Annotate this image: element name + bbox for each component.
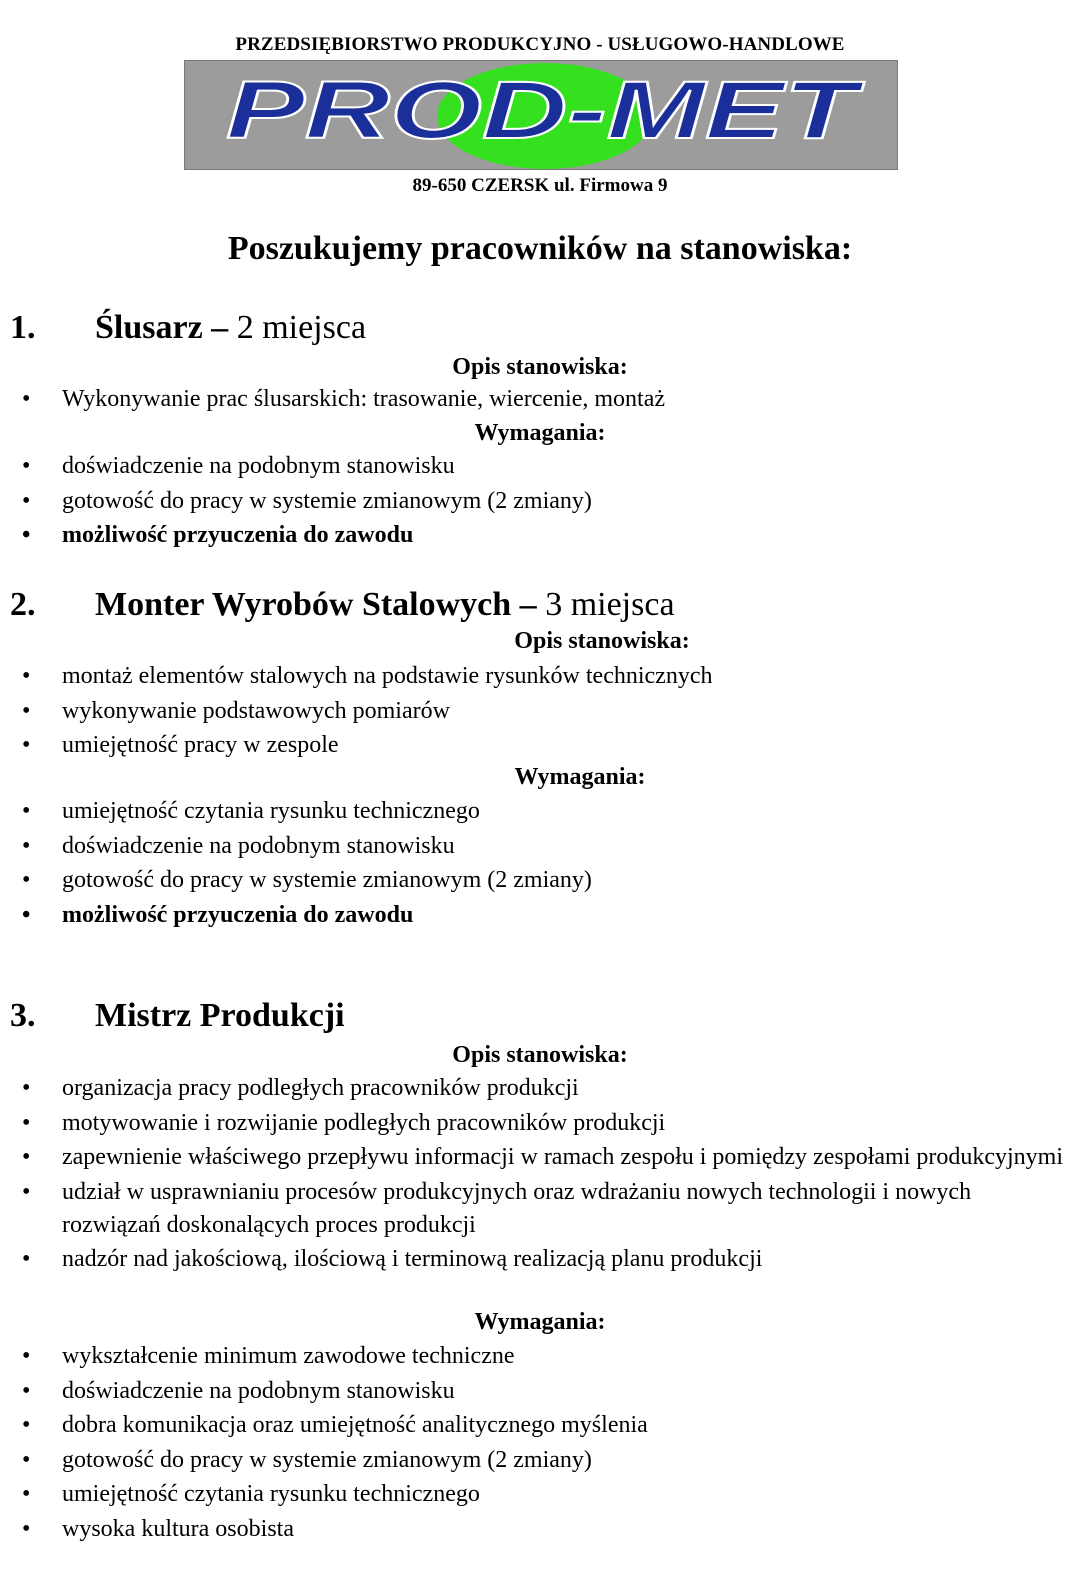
job-1-description-label: Opis stanowiska: <box>452 354 628 380</box>
logo-wordmark: PROD-MET <box>226 65 865 156</box>
job-3-description-label: Opis stanowiska: <box>452 1042 628 1068</box>
list-item: • wykonywanie podstawowych pomiarów <box>0 695 1070 728</box>
list-item: • umiejętność czytania rysunku technicznego <box>0 795 1070 828</box>
job-2-requirements-list <box>0 795 1070 933</box>
list-item: • gotowość do pracy w systemie zmianowym (2 zmiany) <box>0 864 1070 897</box>
job-number: 1. <box>10 309 36 346</box>
job-2-description-label: Opis stanowiska: <box>514 628 690 654</box>
list-item: • gotowość do pracy w systemie zmianowym (2 zmiany) <box>0 1444 1070 1477</box>
list-item: • możliwość przyuczenia do zawodu <box>0 899 1070 932</box>
list-item: • montaż elementów stalowych na podstawie rysunków technicznych <box>0 660 1070 693</box>
company-type: PRZEDSIĘBIORSTWO PRODUKCYJNO - USŁUGOWO-HANDLOWE <box>235 34 845 55</box>
list-item: • zapewnienie właściwego przepływu informacji w ramach zespołu i pomiędzy zespołami produkcyjnymi <box>0 1141 1070 1174</box>
job-seats: 3 miejsca <box>536 586 675 623</box>
list-item: • wysoka kultura osobista <box>0 1513 1070 1546</box>
list-item: • motywowanie i rozwijanie podległych pracowników produkcji <box>0 1107 1070 1140</box>
list-item: • doświadczenie na podobnym stanowisku <box>0 450 1070 483</box>
job-title-3 <box>10 996 345 1036</box>
page-headline: Poszukujemy pracowników na stanowiska: <box>227 230 853 267</box>
job-title-2 <box>10 585 675 625</box>
list-item: • Wykonywanie prac ślusarskich: trasowanie, wiercenie, montaż <box>0 383 1070 416</box>
job-number: 2. <box>10 586 36 623</box>
list-item: • wykształcenie minimum zawodowe techniczne <box>0 1340 1070 1373</box>
job-3-description-list <box>0 1072 1070 1278</box>
list-item: • umiejętność czytania rysunku technicznego <box>0 1478 1070 1511</box>
list-item: • doświadczenie na podobnym stanowisku <box>0 830 1070 863</box>
prod-met-logo-graphic <box>185 61 897 169</box>
job-1-description-list <box>0 383 1070 418</box>
job-2-requirements-label: Wymagania: <box>514 764 646 790</box>
job-2-description-list <box>0 660 1070 764</box>
job-3-requirements-list <box>0 1340 1070 1547</box>
list-item: • możliwość przyuczenia do zawodu <box>0 519 1070 552</box>
list-item: • gotowość do pracy w systemie zmianowym (2 zmiany) <box>0 485 1070 518</box>
job-name: Mistrz Produkcji <box>95 997 345 1034</box>
job-name: Ślusarz – <box>95 309 229 346</box>
job-name: Monter Wyrobów Stalowych – <box>95 586 537 623</box>
list-item: • nadzór nad jakościową, ilościową i terminową realizacją planu produkcji <box>0 1243 1070 1276</box>
job-1-requirements-list <box>0 450 1070 554</box>
list-item: • doświadczenie na podobnym stanowisku <box>0 1375 1070 1408</box>
list-item: • dobra komunikacja oraz umiejętność analitycznego myślenia <box>0 1409 1070 1442</box>
job-1-requirements-label: Wymagania: <box>474 420 606 446</box>
job-seats: 2 miejsca <box>228 309 367 346</box>
company-address: 89-650 CZERSK ul. Firmowa 9 <box>412 175 668 196</box>
job-title-1 <box>10 308 366 348</box>
job-3-requirements-label: Wymagania: <box>474 1309 606 1335</box>
list-item: • umiejętność pracy w zespole <box>0 729 1070 762</box>
job-number: 3. <box>10 997 36 1034</box>
company-logo <box>184 60 898 170</box>
list-item: • udział w usprawnianiu procesów produkcyjnych oraz wdrażaniu nowych technologii i nowych rozwiązań doskonalących proces produkcji <box>0 1176 1070 1242</box>
list-item: • organizacja pracy podległych pracowników produkcji <box>0 1072 1070 1105</box>
